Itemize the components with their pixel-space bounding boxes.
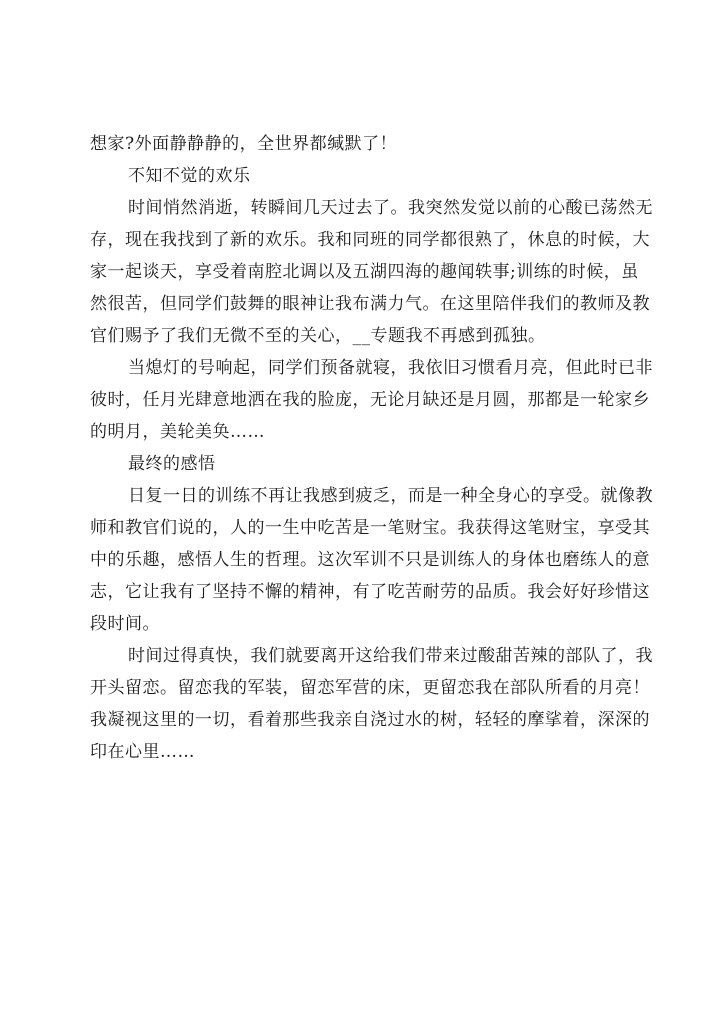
paragraph-line: 当熄灯的号响起，同学们预备就寝，我依旧习惯看月亮，但此时已非 xyxy=(128,358,653,378)
paragraph-line: 志，它让我有了坚持不懈的精神，有了吃苦耐劳的品质。我会好好珍惜这 xyxy=(90,582,650,602)
section-heading: 最终的感悟 xyxy=(128,454,216,474)
paragraph-line: 官们赐予了我们无微不至的关心，__专题我不再感到孤独。 xyxy=(90,326,546,346)
paragraph-line: 开头留恋。留恋我的军装，留恋军营的床，更留恋我在部队所看的月亮！ xyxy=(90,678,650,698)
paragraph-line: 彼时，任月光肆意地洒在我的脸庞，无论月缺还是月圆，那都是一轮家乡 xyxy=(90,390,650,410)
paragraph-line: 时间悄然消逝，转瞬间几天过去了。我突然发觉以前的心酸已荡然无 xyxy=(128,198,653,218)
paragraph-line: 中的乐趣，感悟人生的哲理。这次军训不只是训练人的身体也磨练人的意 xyxy=(90,550,650,570)
paragraph-line: 段时间。 xyxy=(90,614,160,634)
paragraph-line: 师和教官们说的，人的一生中吃苦是一笔财宝。我获得这笔财宝，享受其 xyxy=(90,518,650,538)
paragraph-line: 印在心里…… xyxy=(90,742,195,762)
paragraph-line: 想家?外面静静静的，全世界都缄默了！ xyxy=(90,134,398,154)
paragraph-line: 然很苦，但同学们鼓舞的眼神让我布满力气。在这里陪伴我们的教师及教 xyxy=(90,294,650,314)
paragraph-line: 存，现在我找到了新的欢乐。我和同班的同学都很熟了，休息的时候，大 xyxy=(90,230,650,250)
paragraph-line: 的明月，美轮美奂…… xyxy=(90,422,265,442)
section-heading: 不知不觉的欢乐 xyxy=(128,166,251,186)
paragraph-line: 时间过得真快，我们就要离开这给我们带来过酸甜苦辣的部队了，我 xyxy=(128,646,653,666)
paragraph-line: 家一起谈天，享受着南腔北调以及五湖四海的趣闻轶事;训练的时候，虽 xyxy=(90,262,639,282)
document-body xyxy=(90,128,653,768)
paragraph-line: 日复一日的训练不再让我感到疲乏，而是一种全身心的享受。就像教 xyxy=(128,486,653,506)
paragraph-line: 我凝视这里的一切，看着那些我亲自浇过水的树，轻轻的摩挲着，深深的 xyxy=(90,710,650,730)
